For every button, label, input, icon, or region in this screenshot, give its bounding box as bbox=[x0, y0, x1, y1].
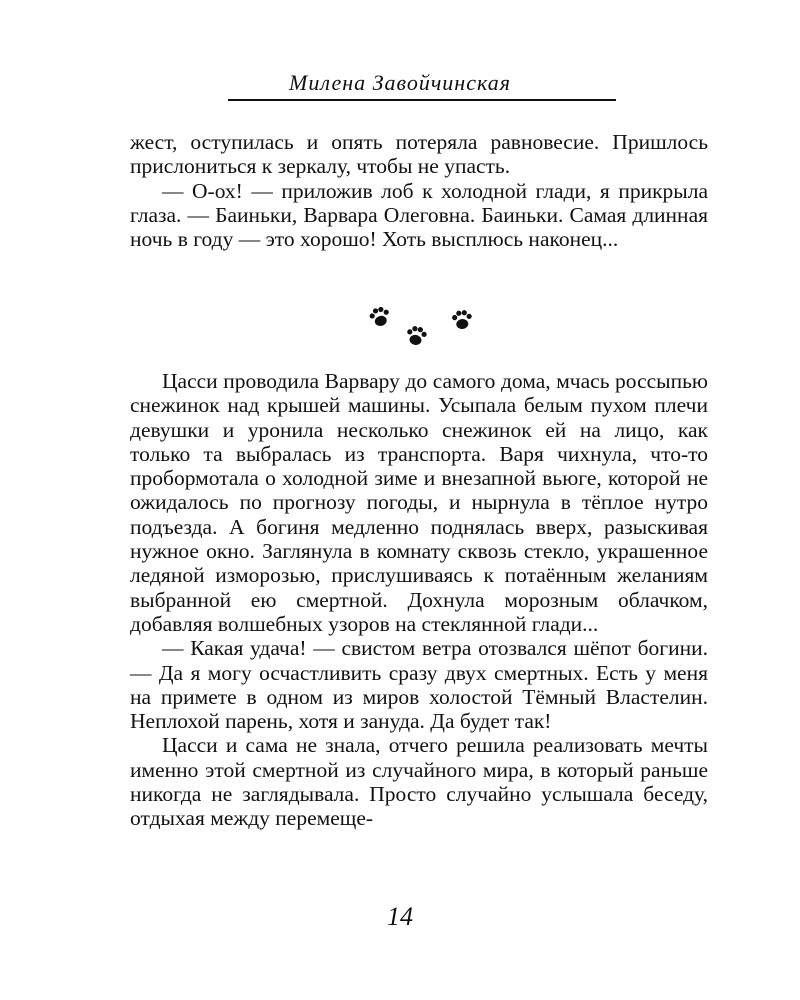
paw-print bbox=[405, 325, 428, 347]
page-number: 14 bbox=[387, 902, 413, 931]
paragraph: — О-ох! — приложив лоб к холодной глади, я прикрыла глаза. — Баиньки, Варвара Олеговна. Баиньки. Самая длинная ночь в году — это хорошо! Хоть высплюсь наконец... bbox=[130, 178, 708, 252]
header-rule bbox=[228, 99, 616, 101]
paragraph: — Какая удача! — свистом ветра отозвался шёпот богини. — Да я могу осчастливить сразу двух смертных. Есть у меня на примете в одном из миров холостой Тёмный Властелин. Неплохой парень, хотя и зануда. Да будет так! bbox=[130, 636, 708, 734]
running-head-author: Милена Завойчинская bbox=[289, 70, 511, 95]
paragraph: Цасси проводила Варвару до самого дома, мчась россыпью снежинок над крышей машины. Усыпала белым пухом плечи девушки и уронила несколько снежинок ей на лицо, как только та выбралась из транспорта. Варя чихнула, что-то пробормотала о холодной зиме и внезапной вьюге, которой не ожидалось по прогнозу погоды, и нырнула в тёплое нутро подъезда. А богиня медленно поднялась вверх, разыскивая нужное окно. Заглянула в комнату сквозь стекло, украшенное ледяной изморозью, прислушиваясь к потаённым желаниям выбранной ею смертной. Дохнула морозным облачком, добавляя волшебных узоров на стеклянной глади... bbox=[130, 369, 708, 636]
paw-print bbox=[368, 305, 392, 328]
paw-prints-icon bbox=[360, 300, 480, 350]
paragraph: Цасси и сама не знала, отчего решила реализовать мечты именно этой смертной из случайного мира, в который раньше никогда не заглядывала. Просто случайно услышала беседу, отдыхая между перемеще- bbox=[130, 733, 708, 831]
paw-print bbox=[452, 310, 473, 330]
paragraph: жест, оступилась и опять потеряла равновесие. Пришлось прислониться к зеркалу, чтобы не упасть. bbox=[130, 130, 708, 179]
text-block-top bbox=[130, 130, 708, 251]
text-block-main bbox=[130, 369, 708, 831]
